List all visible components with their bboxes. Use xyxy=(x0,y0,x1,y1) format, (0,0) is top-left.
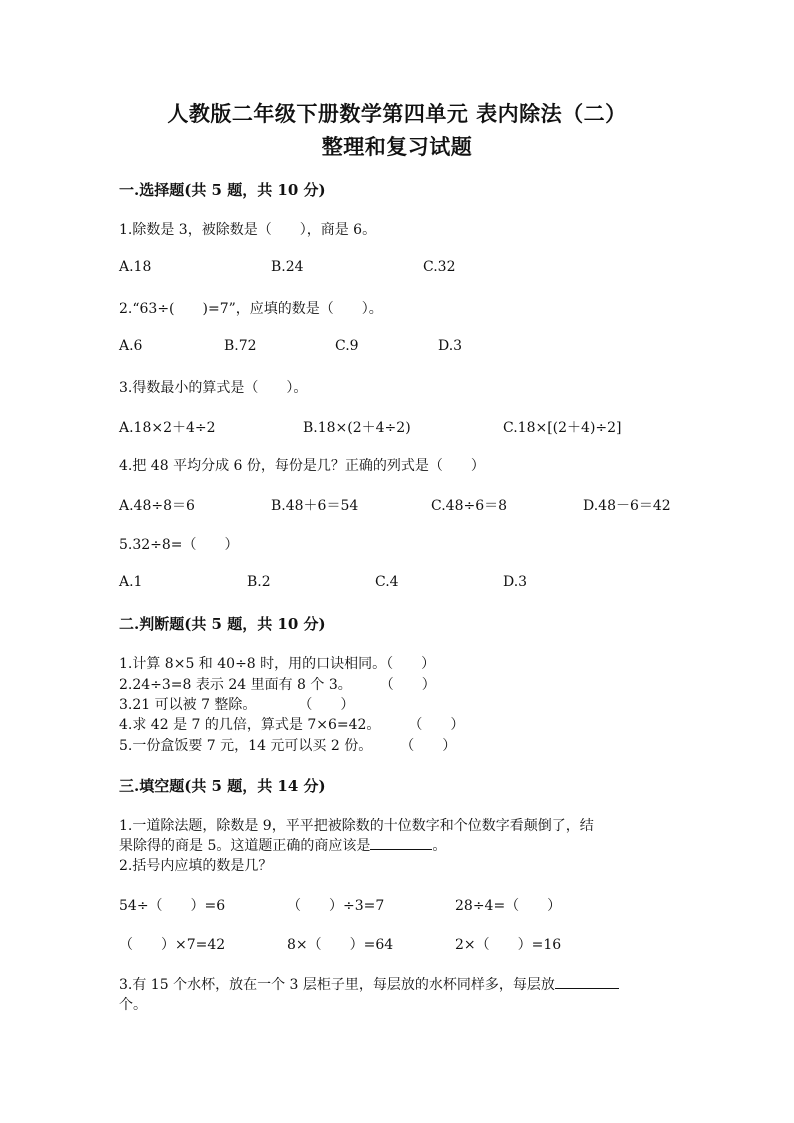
option: C.18×[(2＋4)÷2] xyxy=(503,420,622,436)
question-stem: 3.得数最小的算式是（ ）。 xyxy=(119,380,308,396)
fill-expression: 54÷（ ）=6 xyxy=(119,898,226,914)
fill-expression: 28÷4=（ ） xyxy=(455,898,562,914)
option: B.72 xyxy=(224,338,257,354)
option: C.9 xyxy=(335,338,359,354)
option: B.48＋6＝54 xyxy=(271,498,359,514)
option: A.48÷8＝6 xyxy=(119,498,195,514)
fill-question-text: 3.有 15 个水杯，放在一个 3 层柜子里，每层放的水杯同样多，每层放 xyxy=(119,974,619,994)
option: D.3 xyxy=(503,574,528,590)
answer-blank[interactable] xyxy=(555,987,619,989)
section-heading-fill: 三.填空题(共 5 题，共 14 分) xyxy=(119,777,326,795)
section-heading-choice: 一.选择题(共 5 题，共 10 分) xyxy=(119,181,326,199)
fill-expression: （ ）×7=42 xyxy=(119,937,226,953)
page-title: 人教版二年级下册数学第四单元 表内除法（二） xyxy=(167,101,627,126)
page-subtitle: 整理和复习试题 xyxy=(321,134,473,159)
section-heading-judgement: 二.判断题(共 5 题，共 10 分) xyxy=(119,615,326,633)
option: A.1 xyxy=(119,574,143,590)
option: C.32 xyxy=(423,259,456,275)
fill-question-text: 果除得的商是 5。这道题正确的商应该是 。 xyxy=(119,838,447,854)
option: D.48－6＝42 xyxy=(583,498,671,514)
judgement-item: 2.24÷3=8 表示 24 里面有 8 个 3。 （ ） xyxy=(119,677,436,693)
question-stem: 5.32÷8=（ ） xyxy=(119,537,239,553)
option: A.6 xyxy=(119,338,143,354)
question-stem: 2.“63÷( )=7”，应填的数是（ ）。 xyxy=(119,301,383,317)
question-stem: 4.把 48 平均分成 6 份，每份是几？正确的列式是（ ） xyxy=(119,458,485,474)
fill-question-text: 1.一道除法题，除数是 9，平平把被除数的十位数字和个位数字看颠倒了，结 xyxy=(119,818,594,834)
option: A.18 xyxy=(119,259,152,275)
fill-expression: 2×（ ）=16 xyxy=(455,937,562,953)
option: C.4 xyxy=(375,574,399,590)
question-stem: 1.除数是 3，被除数是（ ），商是 6。 xyxy=(119,222,377,238)
fill-question-text: 个。 xyxy=(119,997,147,1013)
fill-expression: 8×（ ）=64 xyxy=(287,937,394,953)
option: A.18×2＋4÷2 xyxy=(119,420,216,436)
option: B.2 xyxy=(247,574,271,590)
judgement-item: 5.一份盒饭要 7 元，14 元可以买 2 份。 （ ） xyxy=(119,738,457,754)
judgement-item: 3.21 可以被 7 整除。 （ ） xyxy=(119,697,355,713)
answer-blank[interactable] xyxy=(370,848,432,850)
judgement-item: 4.求 42 是 7 的几倍，算式是 7×6=42。 （ ） xyxy=(119,717,465,733)
option: B.24 xyxy=(271,259,304,275)
judgement-item: 1.计算 8×5 和 40÷8 时，用的口诀相同。（ ） xyxy=(119,656,436,672)
option: D.3 xyxy=(438,338,463,354)
option: C.48÷6＝8 xyxy=(431,498,508,514)
fill-question-text: 2.括号内应填的数是几？ xyxy=(119,858,273,874)
option: B.18×(2＋4÷2) xyxy=(303,420,411,436)
fill-expression: （ ）÷3=7 xyxy=(287,898,385,914)
